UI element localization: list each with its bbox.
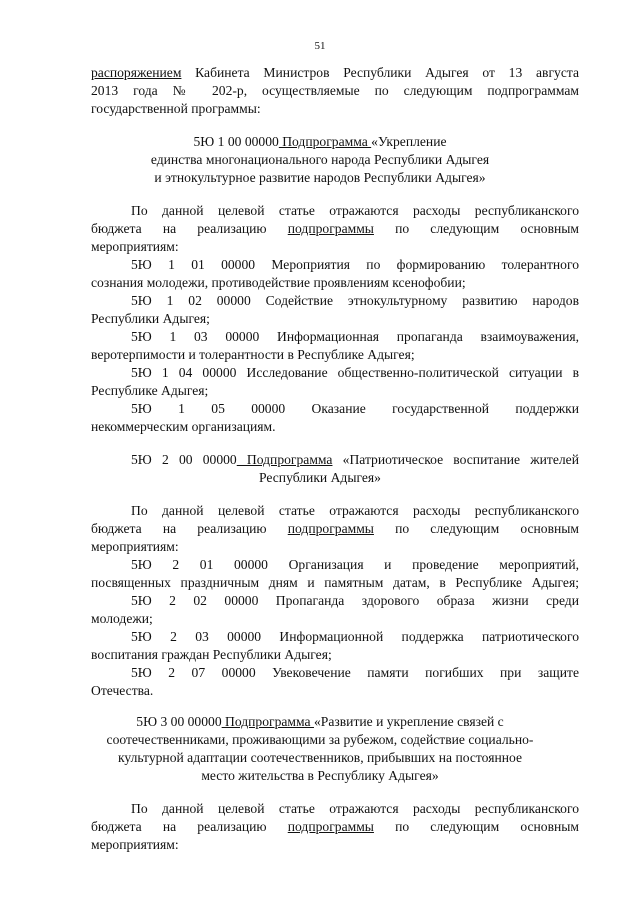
s1-item-2-line-1: 5Ю 1 02 00000 Содействие этнокультурному развитию народов	[131, 293, 579, 308]
s1-item-1-line-2: сознания молодежи, противодействие проявлениям ксенофобии;	[91, 275, 466, 290]
s1-item-1-line-1: 5Ю 1 01 00000 Мероприятия по формированию толерантного	[131, 257, 579, 272]
intro-line-3: государственной программы:	[91, 101, 261, 116]
subprogram-1-heading-line-3: и этнокультурное развитие народов Республики Адыгея»	[154, 170, 486, 185]
s3-subprogram-link[interactable]: подпрограммы	[287, 819, 374, 834]
s2-item-3-line-1: 5Ю 2 03 00000 Информационной поддержка патриотического	[131, 629, 579, 644]
subprogram-2-link[interactable]: Подпрограмма	[236, 452, 333, 467]
s1-paragraph-line-2: бюджета на реализацию подпрограммы по следующим основным	[91, 221, 579, 236]
s1-item-5-line-1: 5Ю 1 05 00000 Оказание государственной поддержки	[131, 401, 579, 416]
s1-item-3-line-2: веротерпимости и толерантности в Республике Адыгея;	[91, 347, 415, 362]
s1-subprogram-link[interactable]: подпрограммы	[287, 221, 374, 236]
subprogram-3-heading-line-1: 5Ю 3 00 00000 Подпрограмма «Развитие и укрепление связей с	[136, 714, 504, 729]
subprogram-1-link[interactable]: Подпрограмма	[278, 134, 372, 149]
subprogram-3-link[interactable]: Подпрограмма	[221, 714, 314, 729]
s2-paragraph-line-3: мероприятиям:	[91, 539, 179, 554]
s1-item-2-line-2: Республики Адыгея;	[91, 311, 210, 326]
s2-paragraph-line-1: По данной целевой статье отражаются расходы республиканского	[131, 503, 579, 518]
subprogram-1-heading-line-2: единства многонационального народа Республики Адыгея	[150, 152, 490, 167]
s2-item-1-line-2: посвященных праздничным дням и памятным датам, в Республике Адыгея;	[91, 575, 579, 590]
s2-item-1-line-1: 5Ю 2 01 00000 Организация и проведение мероприятий,	[131, 557, 579, 572]
s2-item-3-line-2: воспитания граждан Республики Адыгея;	[91, 647, 332, 662]
s1-item-4-line-2: Республике Адыгея;	[91, 383, 209, 398]
subprogram-3-heading-line-3: культурной адаптации соотечественников, прибывших на постоянное	[117, 750, 522, 765]
s3-paragraph-line-3: мероприятиям:	[91, 837, 179, 852]
intro-line-1: распоряжением Кабинета Министров Республики Адыгея от 13 августа	[91, 65, 579, 80]
s2-item-2-line-1: 5Ю 2 02 00000 Пропаганда здорового образа жизни среди	[131, 593, 579, 608]
subprogram-2-heading-line-2: Республики Адыгея»	[259, 470, 381, 485]
subprogram-3-heading-line-4: место жительства в Республику Адыгея»	[201, 768, 439, 783]
s1-item-5-line-2: некоммерческим организациям.	[91, 419, 276, 434]
s1-paragraph-line-3: мероприятиям:	[91, 239, 179, 254]
s1-paragraph-line-1: По данной целевой статье отражаются расходы республиканского	[131, 203, 579, 218]
subprogram-2-heading-line-1: 5Ю 2 00 00000 Подпрограмма «Патриотическое воспитание жителей	[131, 452, 579, 467]
s2-paragraph-line-2: бюджета на реализацию подпрограммы по следующим основным	[91, 521, 579, 536]
s2-item-2-line-2: молодежи;	[91, 611, 153, 626]
s3-paragraph-line-2: бюджета на реализацию подпрограммы по следующим основным	[91, 819, 579, 834]
intro-line-2: 2013 года № 202-р, осуществляемые по следующим подпрограммам	[91, 83, 579, 98]
subprogram-3-heading-line-2: соотечественниками, проживающими за рубежом, содействие социально-	[106, 732, 534, 747]
s2-item-4-line-2: Отечества.	[91, 683, 154, 698]
s1-item-3-line-1: 5Ю 1 03 00000 Информационная пропаганда взаимоуважения,	[131, 329, 579, 344]
s2-item-4-line-1: 5Ю 2 07 00000 Увековечение памяти погибших при защите	[131, 665, 579, 680]
s2-subprogram-link[interactable]: подпрограммы	[287, 521, 374, 536]
subprogram-1-heading-line-1: 5Ю 1 00 00000 Подпрограмма «Укрепление	[193, 134, 447, 149]
s1-item-4-line-1: 5Ю 1 04 00000 Исследование общественно-политической ситуации в	[131, 365, 579, 380]
order-link[interactable]: распоряжением	[91, 65, 182, 80]
page-number: 51	[314, 40, 326, 52]
s3-paragraph-line-1: По данной целевой статье отражаются расходы республиканского	[131, 801, 579, 816]
